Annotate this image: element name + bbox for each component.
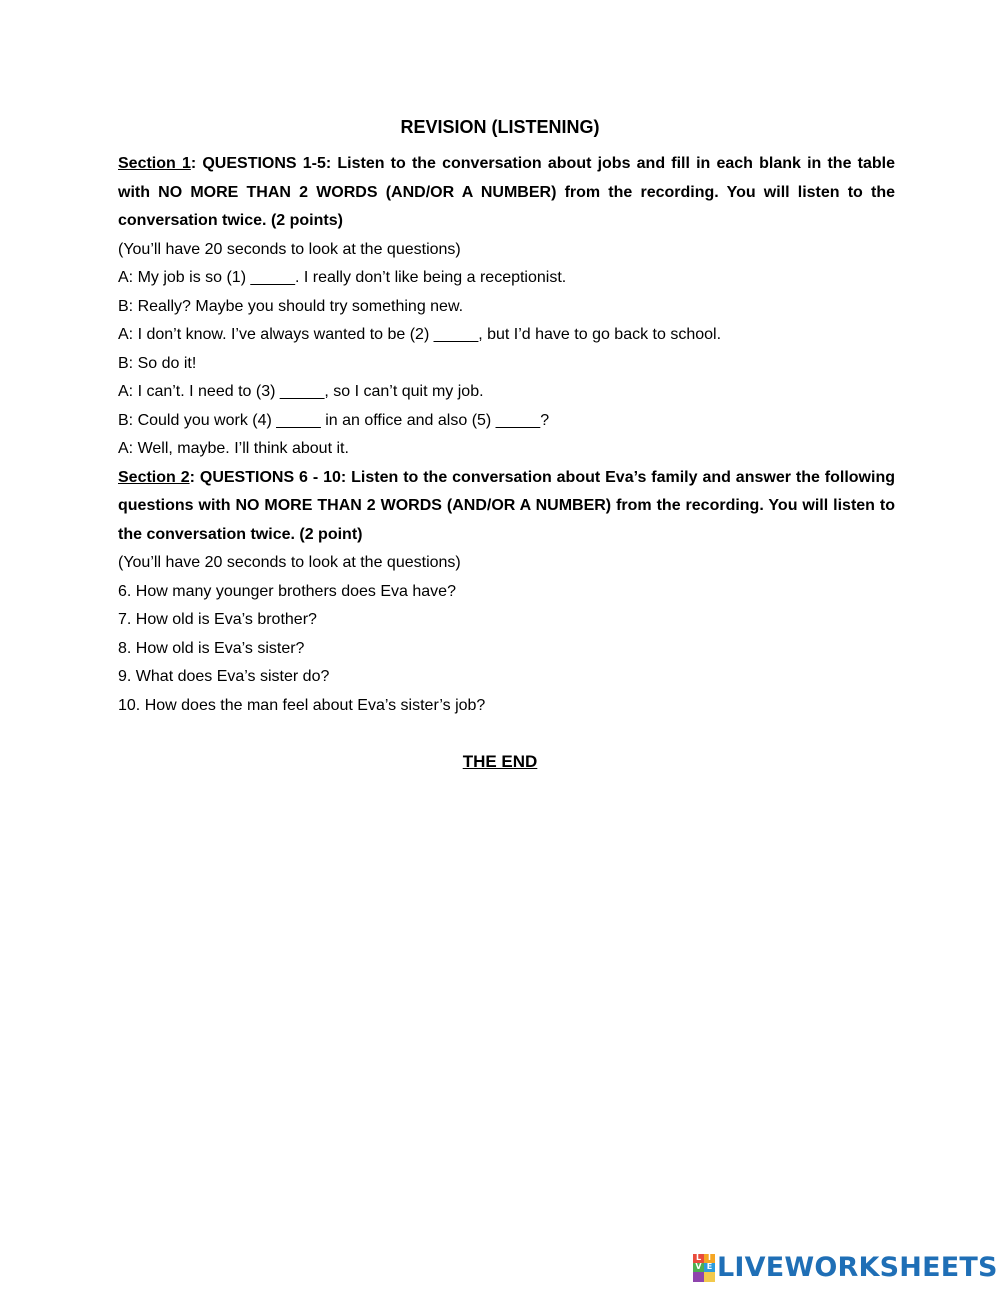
section-1-note: (You’ll have 20 seconds to look at the questions) xyxy=(118,240,461,258)
live-blocks-icon xyxy=(693,1254,715,1282)
dialogue-line: B: So do it! xyxy=(118,354,197,372)
section-2-instructions: : QUESTIONS 6 - 10: Listen to the conversation about Eva’s family and answer the following questions with NO MORE THAN 2 WORDS (AND/OR A NUMBER) from the recording. You will listen to the conversation twice. (2 point) xyxy=(118,468,895,543)
section-2-label: Section 2 xyxy=(118,468,190,486)
brand-name: LIVEWORKSHEETS xyxy=(717,1252,998,1283)
dialogue-line: B: Could you work (4) _____ in an office and also (5) _____? xyxy=(118,411,550,429)
document-body xyxy=(118,150,895,720)
liveworksheets-logo xyxy=(693,1252,998,1283)
question-item: 10. How does the man feel about Eva’s sister’s job? xyxy=(118,696,486,714)
logo-block: E xyxy=(704,1263,715,1272)
question-item: 7. How old is Eva’s brother? xyxy=(118,611,317,628)
section-1-label: Section 1 xyxy=(118,155,191,172)
question-item: 8. How old is Eva’s sister? xyxy=(118,639,305,657)
dialogue-line: A: Well, maybe. I’ll think about it. xyxy=(118,440,349,457)
the-end-label: THE END xyxy=(462,752,538,771)
logo-block: V xyxy=(693,1263,704,1272)
dialogue-line: B: Really? Maybe you should try something new. xyxy=(118,297,464,315)
dialogue-line: A: I can’t. I need to (3) _____, so I can’t quit my job. xyxy=(118,383,484,400)
dialogue-line: A: My job is so (1) _____. I really don’t like being a receptionist. xyxy=(118,269,567,286)
section-1-instructions: : QUESTIONS 1-5: Listen to the conversation about jobs and fill in each blank in the table with NO MORE THAN 2 WORDS (AND/OR A NUMBER) from the recording. You will listen to the conversation twice. (2 points) xyxy=(118,155,895,229)
logo-block: I xyxy=(704,1254,715,1263)
logo-block: L xyxy=(693,1254,704,1263)
section-2-note: (You’ll have 20 seconds to look at the questions) xyxy=(118,554,461,571)
question-item: 9. What does Eva’s sister do? xyxy=(118,668,330,685)
section-1-heading xyxy=(118,150,895,236)
section-2-heading xyxy=(118,464,895,550)
document-title: REVISION (LISTENING) xyxy=(400,117,600,137)
logo-block xyxy=(693,1272,704,1282)
logo-block xyxy=(704,1272,715,1282)
question-item: 6. How many younger brothers does Eva have? xyxy=(118,582,456,600)
dialogue-line: A: I don’t know. I’ve always wanted to be (2) _____, but I’d have to go back to school. xyxy=(118,326,722,343)
